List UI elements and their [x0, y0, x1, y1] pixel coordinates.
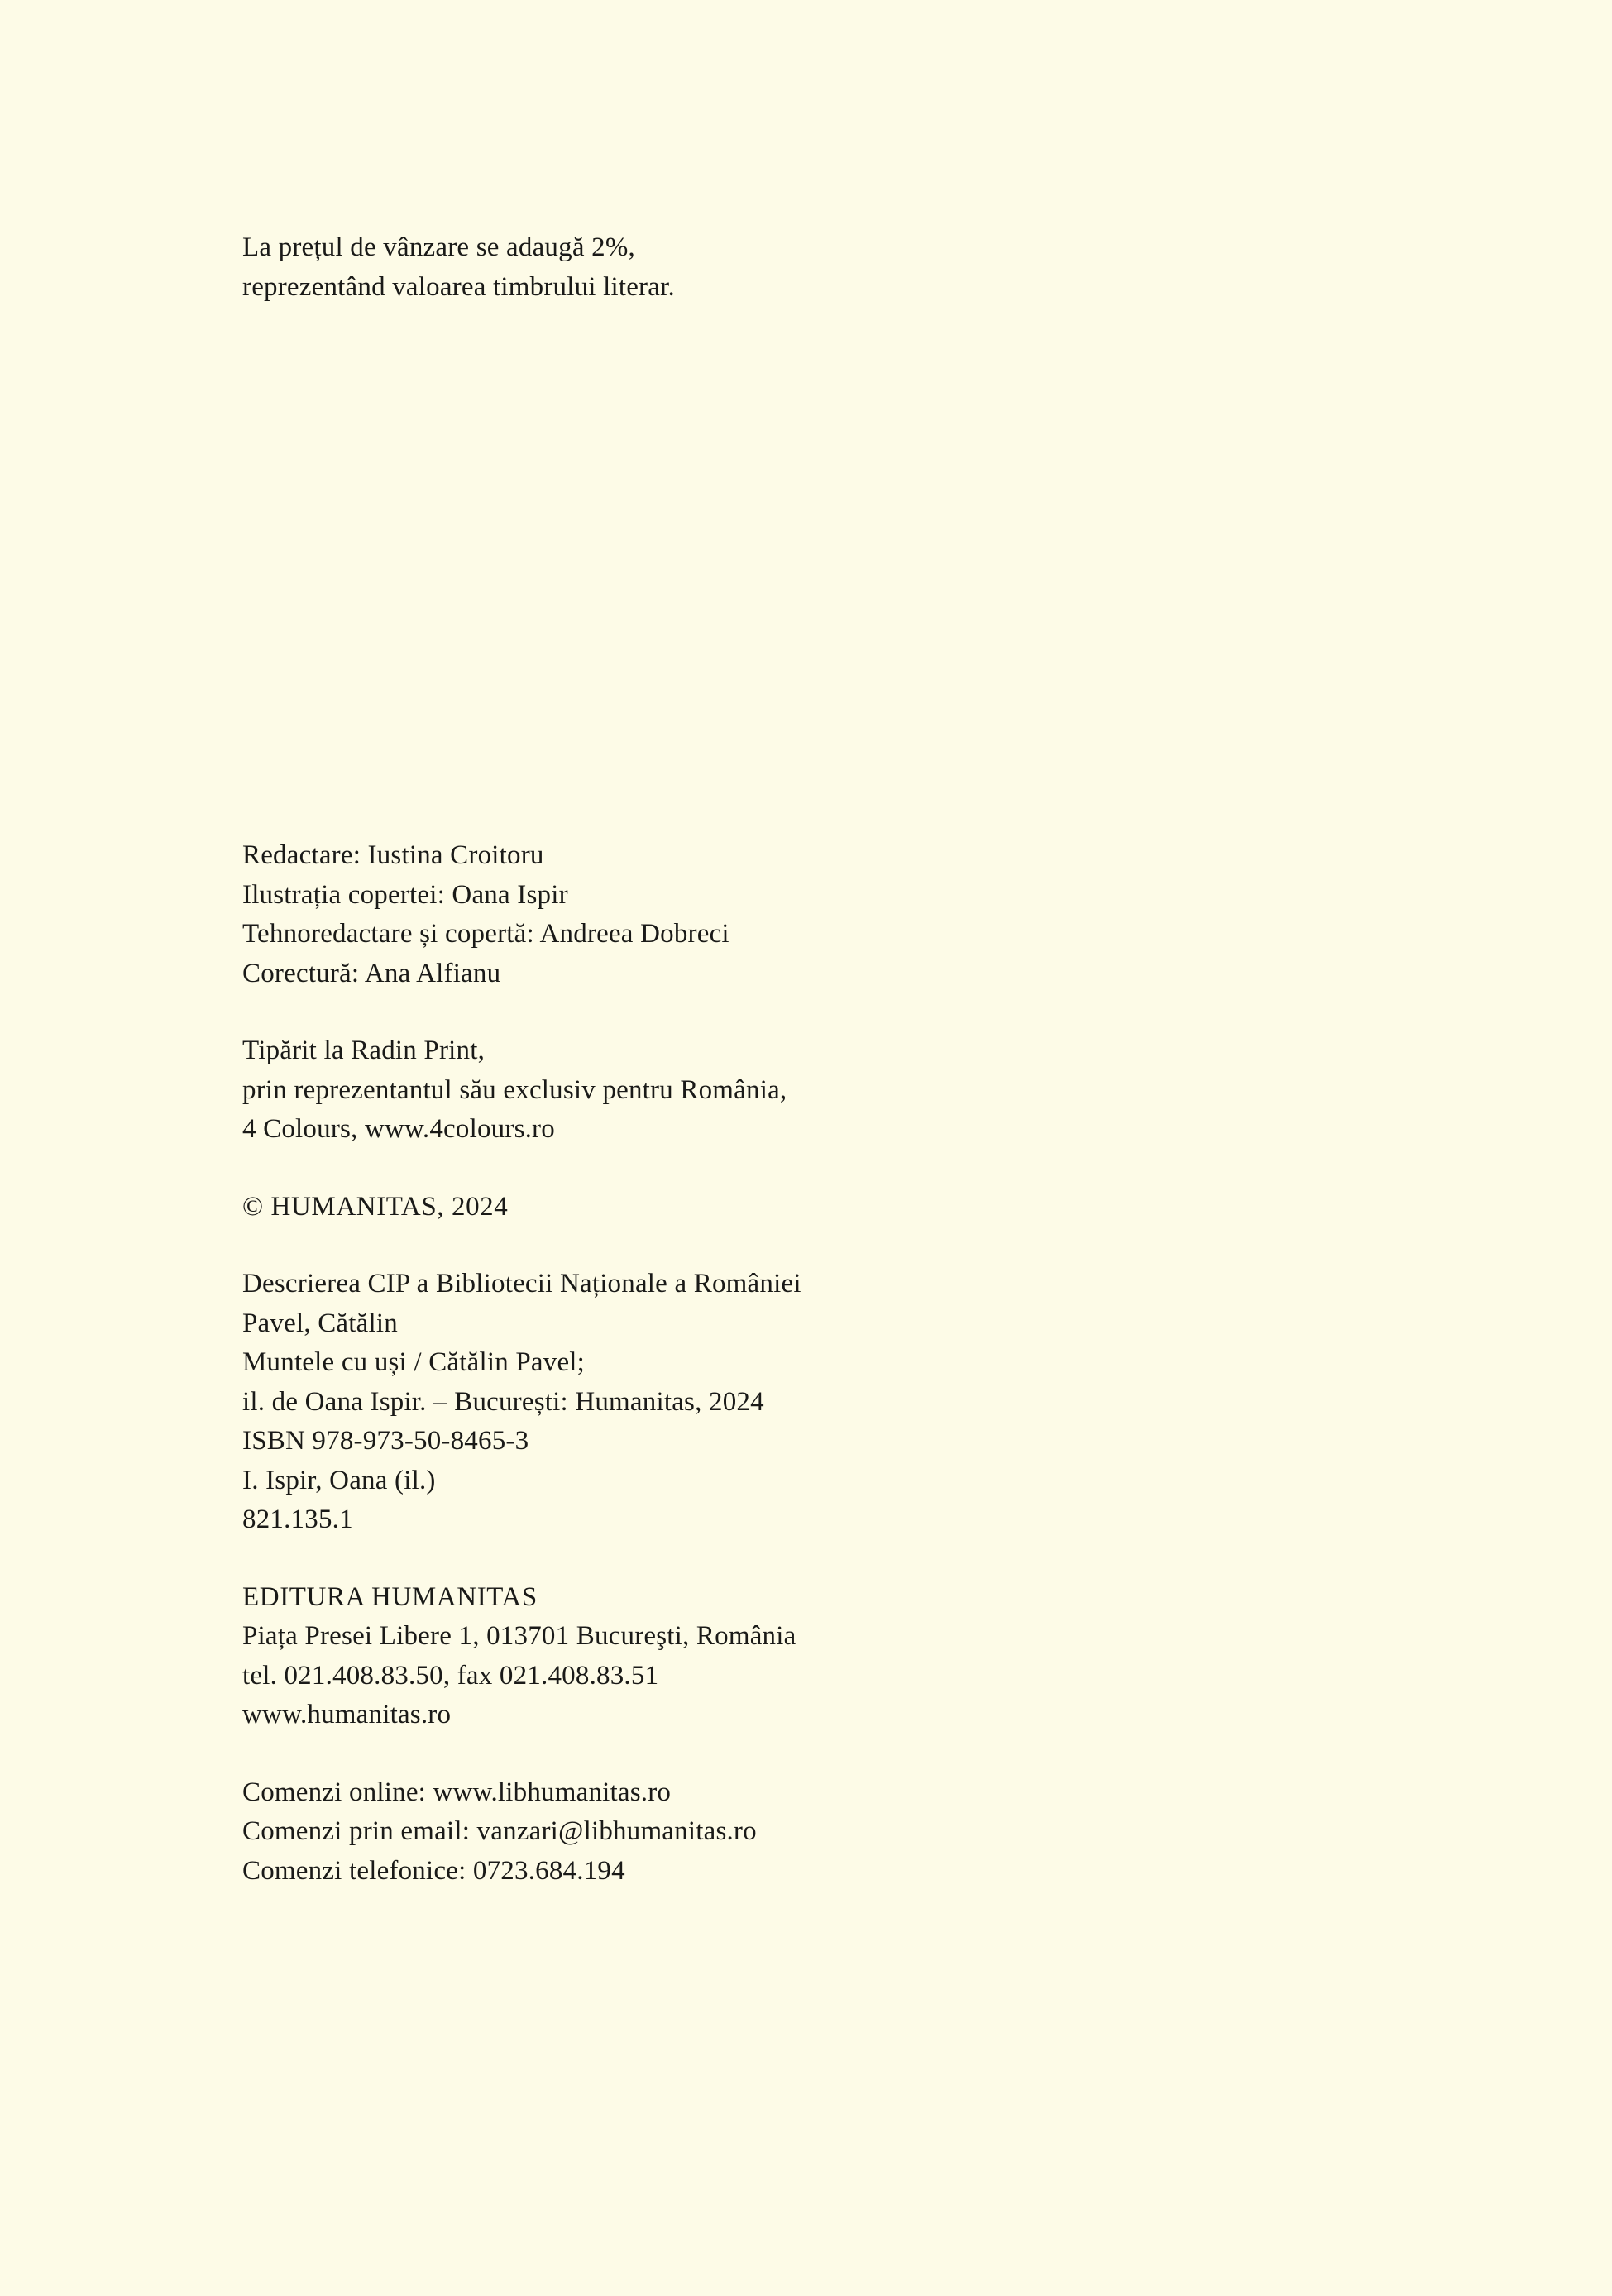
publisher-phone: tel. 021.408.83.50, fax 021.408.83.51: [242, 1660, 659, 1691]
cip-line-title: Muntele cu uși / Cătălin Pavel;: [242, 1347, 586, 1378]
publisher-website: www.humanitas.ro: [242, 1700, 452, 1730]
printing-line: 4 Colours, www.4colours.ro: [242, 1114, 555, 1145]
copyright-line: © HUMANITAS, 2024: [242, 1191, 509, 1222]
spacer: [242, 1150, 1318, 1188]
spacer: [242, 1227, 1318, 1265]
spacer: [242, 1735, 1318, 1773]
printing-line: prin reprezentantul său exclusiv pentru România,: [242, 1074, 787, 1105]
page-content: [242, 228, 1318, 1891]
orders-block: [242, 1773, 1318, 1892]
orders-phone: Comenzi telefonice: 0723.684.194: [242, 1855, 625, 1886]
spacer: [242, 307, 1318, 836]
cip-line-heading: Descrierea CIP a Bibliotecii Naționale a României: [242, 1269, 801, 1299]
publisher-block: [242, 1578, 1318, 1735]
credit-line-cover-illustration: Ilustrația copertei: Oana Ispir: [242, 879, 568, 910]
credit-line-proofreading: Corectură: Ana Alfianu: [242, 958, 501, 988]
cip-line-contributor: I. Ispir, Oana (il.): [242, 1465, 436, 1495]
timbru-literar-note-line: La prețul de vânzare se adaugă 2%,: [242, 232, 635, 262]
spacer: [242, 993, 1318, 1031]
cip-line-author: Pavel, Cătălin: [242, 1308, 398, 1338]
cip-line-imprint: il. de Oana Ispir. – București: Humanitas, 2024: [242, 1386, 764, 1417]
credits-block: [242, 836, 1318, 993]
credit-line-editor: Redactare: Iustina Croitoru: [242, 840, 544, 871]
publisher-name: EDITURA HUMANITAS: [242, 1581, 538, 1612]
printing-block: [242, 1031, 1318, 1150]
cip-line-classification: 821.135.1: [242, 1504, 353, 1535]
printing-line: Tipărit la Radin Print,: [242, 1036, 486, 1066]
copyright-block: [242, 1188, 1318, 1227]
cip-block: [242, 1265, 1318, 1540]
timbru-literar-note: [242, 228, 1318, 307]
spacer: [242, 1540, 1318, 1578]
orders-email: Comenzi prin email: vanzari@libhumanitas.ro: [242, 1816, 757, 1847]
cip-line-isbn: ISBN 978-973-50-8465-3: [242, 1426, 529, 1457]
timbru-literar-note-line: reprezentând valoarea timbrului literar.: [242, 271, 675, 302]
publisher-address: Piața Presei Libere 1, 013701 Bucureşti, România: [242, 1621, 796, 1652]
credit-line-typesetting-cover: Tehnoredactare și copertă: Andreea Dobreci: [242, 919, 729, 949]
orders-online: Comenzi online: www.libhumanitas.ro: [242, 1777, 672, 1807]
